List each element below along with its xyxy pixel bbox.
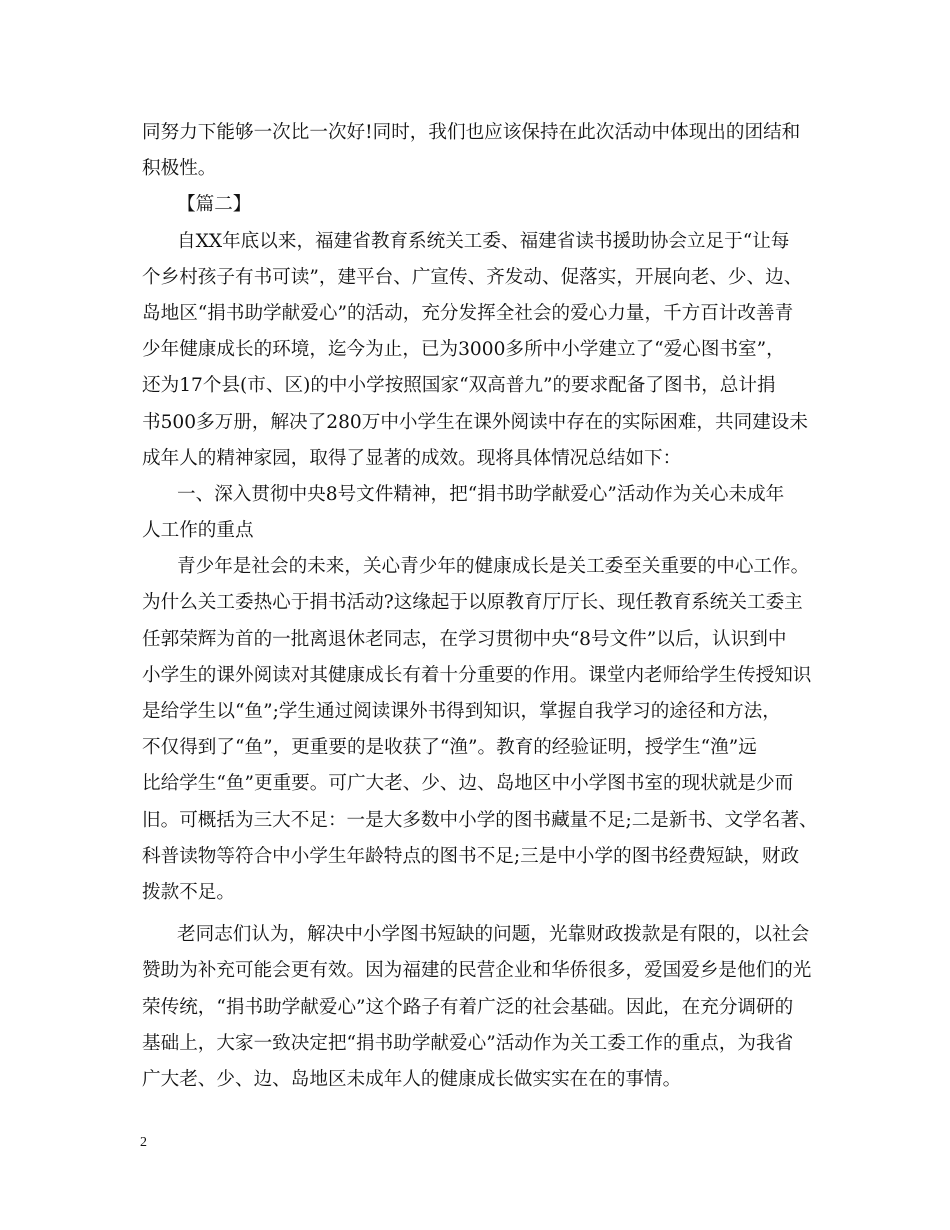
text-line: 荣传统，“捐书助学献爱心”这个路子有着广泛的社会基础。因此，在充分调研的: [142, 996, 794, 1018]
text-line: 个乡村孩子有书可读”，建平台、广宣传、齐发动、促落实，开展向老、少、边、: [142, 266, 803, 288]
text-line: 广大老、少、边、岛地区未成年人的健康成长做实实在在的事情。: [142, 1068, 682, 1090]
text-line: 同努力下能够一次比一次好!同时，我们也应该保持在此次活动中体现出的团结和: [142, 122, 801, 143]
text-line: 拨款不足。: [142, 881, 235, 903]
text-line: 是给学生以“鱼”;学生通过阅读课外书得到知识，掌握自我学习的途径和方法，: [142, 701, 781, 722]
text-line: 比给学生“鱼”更重要。可广大老、少、边、岛地区中小学图书室的现状就是少而: [142, 773, 794, 795]
page-number: 2: [140, 1135, 147, 1150]
text-line: 小学生的课外阅读对其健康成长有着十分重要的作用。课堂内老师给学生传授知识: [142, 664, 812, 686]
text-line: 一、深入贯彻中央8号文件精神，把“捐书助学献爱心”活动作为关心未成年: [177, 483, 785, 505]
text-line: 基础上，大家一致决定把“捐书助学献爱心”活动作为关工委工作的重点，为我省: [142, 1032, 794, 1054]
text-line: 青少年是社会的未来，关心青少年的健康成长是关工委至关重要的中心工作。: [177, 556, 810, 578]
section-heading: 【篇二】: [177, 194, 252, 216]
text-line: 还为17个县(市、区)的中小学按照国家“双高普九”的要求配备了图书，总计捐: [142, 375, 776, 397]
text-line: 旧。可概括为三大不足：一是大多数中小学的图书藏量不足;二是新书、文学名著、: [142, 809, 818, 831]
text-line: 岛地区“捐书助学献爱心”的活动，充分发挥全社会的爱心力量，千方百计改善青: [142, 302, 794, 324]
text-line: 人工作的重点: [142, 520, 254, 542]
text-line: 积极性。: [142, 158, 217, 180]
document-body: [142, 115, 818, 1098]
text-line: 成年人的精神家园，取得了显著的成效。现将具体情况总结如下：: [142, 447, 682, 469]
text-line: 赞助为补充可能会更有效。因为福建的民营企业和华侨很多，爱国爱乡是他们的光: [142, 960, 812, 982]
text-line: 老同志们认为，解决中小学图书短缺的问题，光靠财政拨款是有限的，以社会: [177, 924, 810, 946]
text-line: 少年健康成长的环境，迄今为止，已为3000多所中小学建立了“爱心图书室”，: [142, 339, 785, 361]
text-line: 书500多万册，解决了280万中小学生在课外阅读中存在的实际困难，共同建设未: [142, 411, 808, 433]
text-line: 任郭荣辉为首的一批离退休老同志，在学习贯彻中央“8号文件”以后，认识到中: [142, 628, 787, 650]
text-line: 自XX年底以来，福建省教育系统关工委、福建省读书援助协会立足于“让每: [177, 230, 790, 252]
text-line: 不仅得到了“鱼”，更重要的是收获了“渔”。教育的经验证明，授学生“渔”远: [142, 737, 757, 759]
text-line: 科普读物等符合中小学生年龄特点的图书不足;三是中小学的图书经费短缺，财政: [142, 845, 800, 867]
text-line: 为什么关工委热心于捐书活动?这缘起于以原教育厅厅长、现任教育系统关工委主: [142, 592, 803, 614]
